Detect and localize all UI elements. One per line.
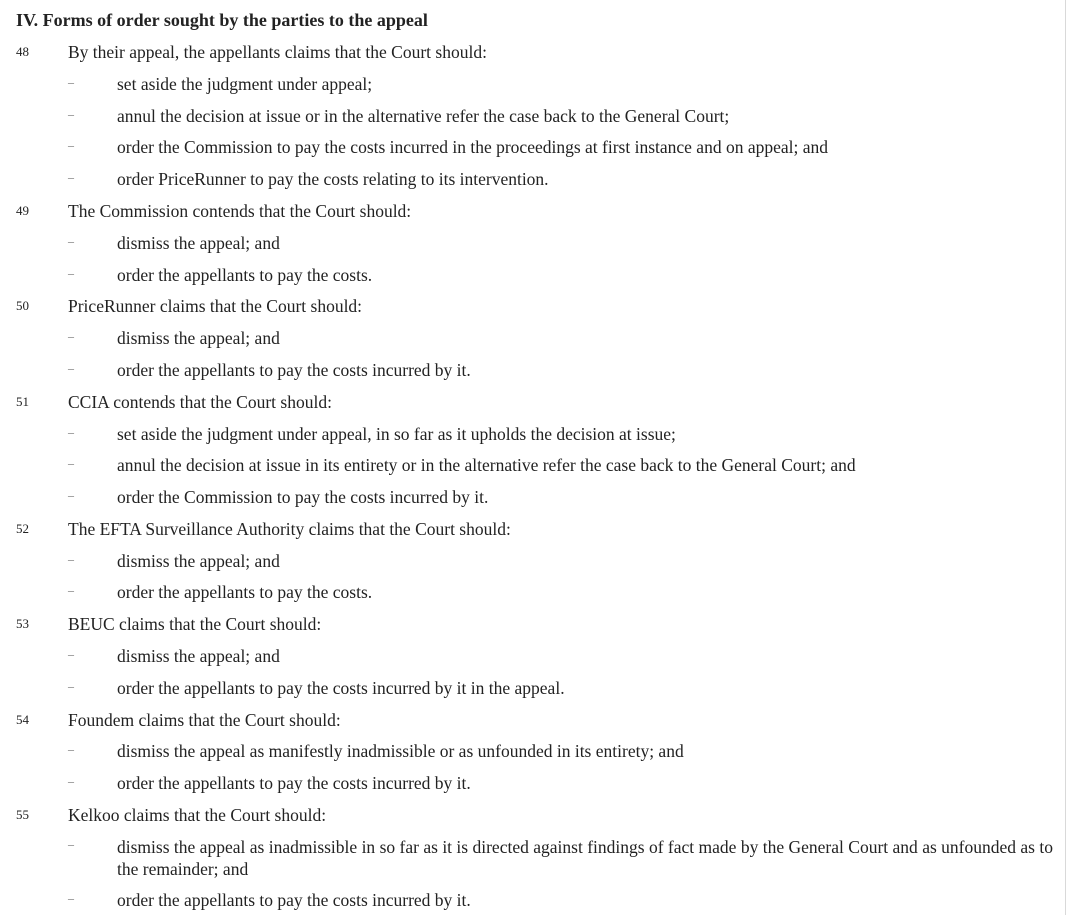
- list-item-text: set aside the judgment under appeal, in so far as it upholds the decision at issue;: [117, 424, 676, 444]
- paragraph-number: 52: [16, 521, 29, 536]
- paragraph-text: The EFTA Surveillance Authority claims that the Court should:: [68, 519, 511, 539]
- dash-bullet: –: [68, 583, 74, 597]
- dash-bullet: –: [68, 266, 74, 280]
- paragraph-text: Foundem claims that the Court should:: [68, 710, 341, 730]
- list-item-text: dismiss the appeal; and: [117, 233, 280, 253]
- dash-bullet: –: [68, 456, 74, 470]
- paragraph-text: Kelkoo claims that the Court should:: [68, 805, 327, 825]
- dash-bullet: –: [68, 170, 74, 184]
- list-item-text: set aside the judgment under appeal;: [117, 74, 373, 94]
- dash-bullet: –: [68, 891, 74, 905]
- list-item-text: dismiss the appeal; and: [117, 646, 280, 666]
- dash-bullet: –: [68, 647, 74, 661]
- list-item-text: order the appellants to pay the costs incurred by it.: [117, 773, 471, 793]
- dash-bullet: –: [68, 107, 74, 121]
- dash-bullet: –: [68, 742, 74, 756]
- list-item-text: order the Commission to pay the costs incurred in the proceedings at first instance and on appeal; and: [117, 137, 828, 157]
- paragraph-number: 54: [16, 712, 29, 727]
- list-item-text: order the Commission to pay the costs incurred by it.: [117, 487, 489, 507]
- paragraph-number: 53: [16, 616, 29, 631]
- section-heading: IV. Forms of order sought by the parties to the appeal: [16, 10, 428, 30]
- dash-bullet: –: [68, 361, 74, 375]
- paragraph-text: The Commission contends that the Court should:: [68, 201, 412, 221]
- paragraph-text: CCIA contends that the Court should:: [68, 392, 332, 412]
- dash-bullet: –: [68, 425, 74, 439]
- paragraph-number: 48: [16, 44, 29, 59]
- paragraph-text: BEUC claims that the Court should:: [68, 614, 322, 634]
- list-item-text: order the appellants to pay the costs.: [117, 582, 373, 602]
- dash-bullet: –: [68, 774, 74, 788]
- list-item-text: annul the decision at issue or in the alternative refer the case back to the General Court;: [117, 106, 730, 126]
- list-item-text: dismiss the appeal; and: [117, 551, 280, 571]
- list-item-text: order PriceRunner to pay the costs relating to its intervention.: [117, 169, 549, 189]
- paragraph-number: 55: [16, 807, 29, 822]
- dash-bullet: –: [68, 488, 74, 502]
- dash-bullet: –: [68, 837, 74, 851]
- page-right-border: [1065, 0, 1066, 915]
- paragraph-number: 50: [16, 298, 29, 313]
- list-item-text: order the appellants to pay the costs incurred by it.: [117, 360, 471, 380]
- list-item-text: dismiss the appeal as inadmissible in so far as it is directed against findings of fact made by the General Court and as unfounded as to the remainder; and: [117, 837, 1053, 879]
- dash-bullet: –: [68, 329, 74, 343]
- dash-bullet: –: [68, 234, 74, 248]
- paragraph-number: 49: [16, 203, 29, 218]
- list-item-text: order the appellants to pay the costs incurred by it.: [117, 890, 471, 910]
- list-item-text: order the appellants to pay the costs incurred by it in the appeal.: [117, 678, 565, 698]
- list-item-text: dismiss the appeal; and: [117, 328, 280, 348]
- dash-bullet: –: [68, 679, 74, 693]
- dash-bullet: –: [68, 138, 74, 152]
- list-item-text: order the appellants to pay the costs.: [117, 265, 373, 285]
- paragraph-number: 51: [16, 394, 29, 409]
- list-item-text: dismiss the appeal as manifestly inadmissible or as unfounded in its entirety; and: [117, 741, 684, 761]
- paragraph-text: PriceRunner claims that the Court should:: [68, 296, 363, 316]
- dash-bullet: –: [68, 75, 74, 89]
- paragraph-text: By their appeal, the appellants claims that the Court should:: [68, 42, 487, 62]
- list-item-text: annul the decision at issue in its entirety or in the alternative refer the case back to the General Court; and: [117, 455, 856, 475]
- dash-bullet: –: [68, 552, 74, 566]
